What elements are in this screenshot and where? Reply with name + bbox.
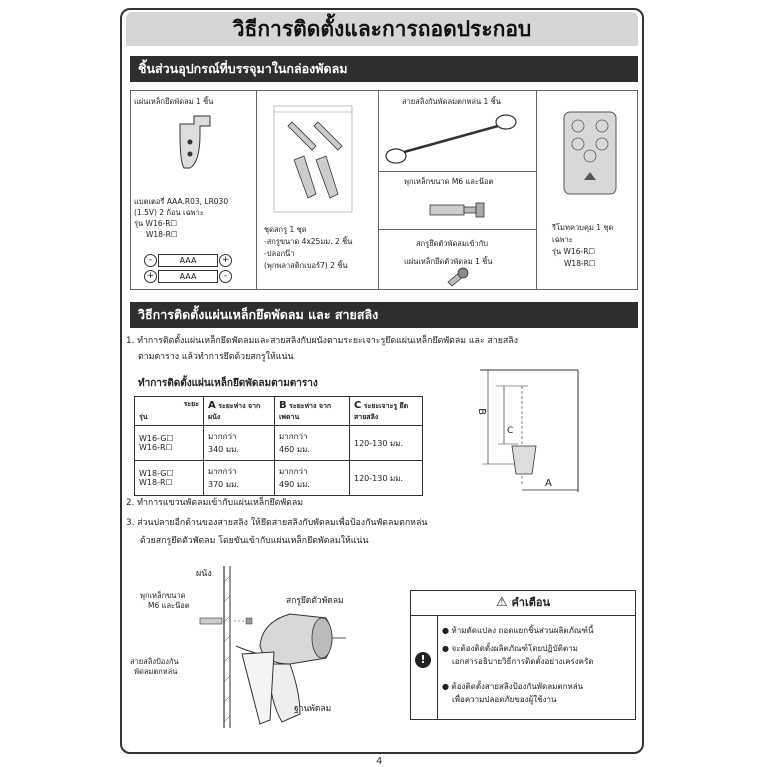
table-title: ทำการติดตั้งแผ่นเหล็กยึดพัดลมตามตาราง xyxy=(138,378,318,389)
col-b-header xyxy=(275,397,350,426)
label-b: B xyxy=(475,408,487,415)
cell-divider xyxy=(379,229,537,230)
battery-line: W18-R☐ xyxy=(146,230,178,239)
col-b-letter: B xyxy=(279,399,287,411)
battery-text: AAA xyxy=(158,254,218,267)
screw-line: -สกรูขนาด 4x25มม. 2 ชิ้น xyxy=(264,237,353,246)
step-2: 2. ทำการแขวนพัดลมเข้ากับแผ่นเหล็กยึดพัดลม xyxy=(126,498,304,508)
fan-mount-illustration xyxy=(150,562,380,732)
model: W18-G☐ xyxy=(139,469,174,478)
screw-line: -ปลอกน๊า xyxy=(264,249,295,258)
plus-icon: + xyxy=(144,270,157,283)
battery-1 xyxy=(144,254,232,267)
warning-icon-column xyxy=(410,616,438,720)
col-a-text: ระยะห่าง จากผนัง xyxy=(208,401,261,421)
sling-callout: พัดลมตกหล่น xyxy=(134,667,178,676)
label-a: A xyxy=(545,478,552,489)
plus-icon: + xyxy=(219,254,232,267)
step-3-line: 3. ส่วนปลายอีกด้านของสายสลิง ให้ยึดสายสลิงกับพัดลมเพื่อป้องกันพัดลมตกหล่น xyxy=(126,518,428,528)
minus-icon: - xyxy=(219,270,232,283)
cell: 340 มม. xyxy=(208,445,239,454)
corner-top: ระยะ xyxy=(183,400,199,408)
battery-line: แบตเตอรี่ AAA.R03, LR030 xyxy=(134,197,229,206)
fan-screw-callout: สกรูยึดตัวพัดลม xyxy=(286,596,344,606)
step-3-line: ด้วยสกรูยึดตัวพัดลม โดยขันเข้ากับแผ่นเหล็กยึดพัดลมให้แน่น xyxy=(140,536,369,546)
col-b-text: ระยะห่าง จากเพดาน xyxy=(279,401,332,421)
warning-title: คำเตือน xyxy=(511,596,551,609)
fan-screw-line: แผ่นเหล็กยึดตัวพัดลม 1 ชิ้น xyxy=(404,257,493,266)
bracket-label: แผ่นเหล็กยึดพัดลม 1 ชิ้น xyxy=(134,97,214,106)
cell: 120-130 มม. xyxy=(350,426,423,461)
cell: 490 มม. xyxy=(279,480,310,489)
remote-control-icon xyxy=(562,110,618,196)
screw-set-icon xyxy=(272,104,354,214)
remote-line: รุ่น W16-R☐ xyxy=(552,247,596,256)
battery-text: AAA xyxy=(158,270,218,283)
cell: 120-130 มม. xyxy=(350,461,423,496)
cable-label: สายสลิงกันพัดลมตกหล่น 1 ชิ้น xyxy=(402,97,501,106)
model: W16-R☐ xyxy=(139,443,173,452)
table-corner xyxy=(135,397,204,426)
wall-label: ผนัง xyxy=(196,569,212,579)
col-a-header xyxy=(204,397,275,426)
base-callout: ฐานพัดลม xyxy=(294,704,332,714)
remote-line: W18-R☐ xyxy=(564,259,596,268)
step-1-line: ตามตาราง แล้วทำการยึดด้วยสกรูให้แน่น xyxy=(138,352,294,362)
warning-item-cont: เอกสารอธิบายวิธีการติดตั้งอย่างเคร่งครัด xyxy=(452,657,594,666)
fan-screw-line: สกรูยึดตัวพัดลมเข้ากับ xyxy=(416,239,489,248)
label-c: C xyxy=(507,426,514,436)
anchor-bolt-icon xyxy=(428,200,490,220)
corner-bottom: รุ่น xyxy=(139,413,148,421)
page-number: 4 xyxy=(376,756,383,767)
remote-line: รีโมทควบคุม 1 ชุด xyxy=(552,223,614,232)
model: W18-R☐ xyxy=(139,478,173,487)
warning-triangle-icon: ⚠ xyxy=(495,595,508,610)
col-c-letter: C xyxy=(354,399,362,411)
cell: 460 มม. xyxy=(279,445,310,454)
warning-header xyxy=(410,590,636,616)
warning-item: ● จะต้องติดตั้งผลิตภัณฑ์โดยปฏิบัติตาม xyxy=(442,644,578,653)
bolt-label: พุกเหล็กขนาด M6 และน๊อต xyxy=(404,177,494,186)
sling-callout: สายสลิงป้องกัน xyxy=(130,657,179,666)
model: W16-G☐ xyxy=(139,434,174,443)
cell: มากกว่า xyxy=(279,467,308,476)
distance-diagram xyxy=(466,364,584,498)
battery-2 xyxy=(144,270,232,283)
table-row xyxy=(135,426,423,461)
cell: มากกว่า xyxy=(208,467,237,476)
prohibit-icon: ! xyxy=(415,652,431,668)
minus-icon: - xyxy=(144,254,157,267)
section-header-install: วิธีการติดตั้งแผ่นเหล็กยึดพัดลม และ สายสลิง xyxy=(130,302,638,328)
cell: มากกว่า xyxy=(279,432,308,441)
cell: 370 มม. xyxy=(208,480,239,489)
cell-divider xyxy=(379,171,537,172)
battery-line: (1.5V) 2 ก้อน เฉพาะ xyxy=(134,208,204,217)
bolt-callout: M6 และน๊อต xyxy=(148,601,190,610)
screw-line: (พุกพลาสติกเบอร์7) 2 ชิ้น xyxy=(264,261,348,270)
mounting-table xyxy=(134,396,423,496)
col-c-text: ระยะเจาะรู ยึดสายสลิง xyxy=(354,401,409,421)
page-title: วิธีการติดตั้งและการถอดประกอบ xyxy=(232,17,532,41)
warning-item-cont: เพื่อความปลอดภัยของผู้ใช้งาน xyxy=(452,695,557,704)
warning-item: ● ต้องติดตั้งสายสลิงป้องกันพัดลมตกหล่น xyxy=(442,682,584,691)
col-a-letter: A xyxy=(208,399,216,411)
cell: มากกว่า xyxy=(208,432,237,441)
bolt-callout: พุกเหล็กขนาด xyxy=(140,591,186,600)
remote-line: เฉพาะ xyxy=(552,235,573,244)
safety-cable-icon xyxy=(382,110,522,168)
table-row xyxy=(135,461,423,496)
col-c-header xyxy=(350,397,423,426)
warning-item: ● ห้ามดัดแปลง ถอดแยกชิ้นส่วนผลิตภัณฑ์นี้ xyxy=(442,626,594,635)
section-header-parts: ชิ้นส่วนอุปกรณ์ที่บรรจุมาในกล่องพัดลม xyxy=(130,56,638,82)
battery-line: รุ่น W16-R☐ xyxy=(134,219,178,228)
screw-line: ชุดสกรู 1 ชุด xyxy=(264,225,307,234)
fan-screw-icon xyxy=(444,266,470,288)
step-1-line: 1. ทำการติดตั้งแผ่นเหล็กยึดพัดลมและสายสลิงกับผนังตามระยะเจาะรูยึดแผ่นเหล็กยึดพัดลม และ สายสลิง xyxy=(126,336,518,346)
bracket-icon xyxy=(170,112,220,174)
